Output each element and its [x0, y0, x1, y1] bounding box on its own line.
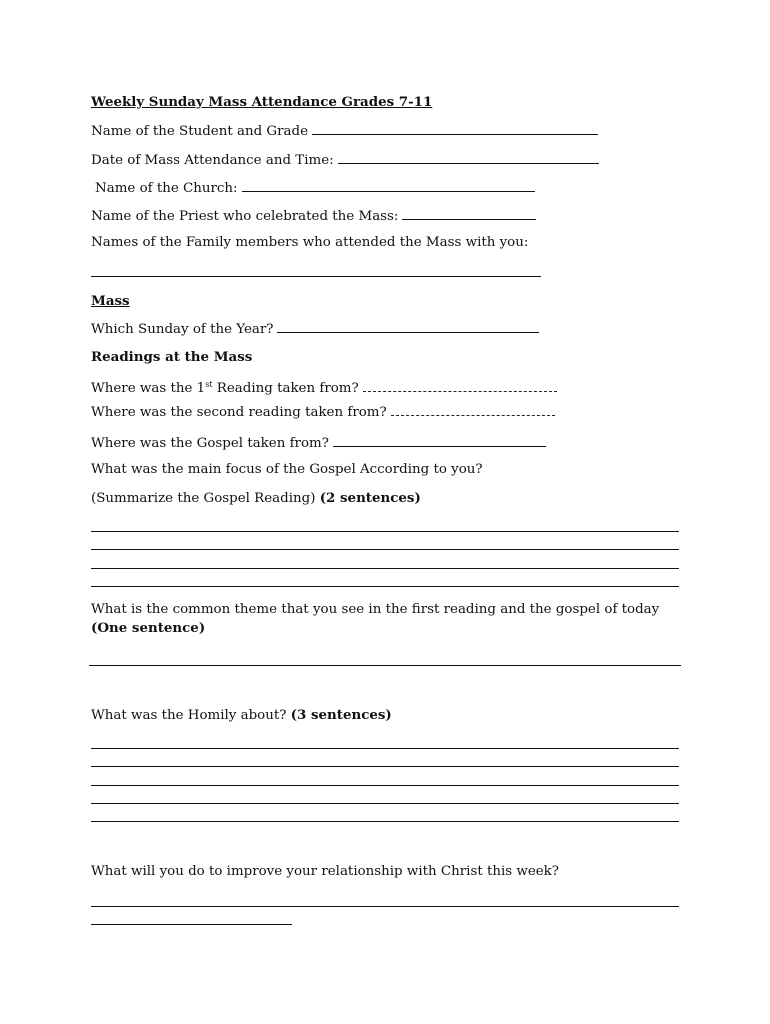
homily-answer-line[interactable]: [91, 821, 679, 822]
student-name-label: Name of the Student and Grade: [91, 124, 308, 139]
first-reading-field[interactable]: [363, 382, 557, 392]
gospel-focus-label: What was the main focus of the Gospel According to you?: [91, 462, 483, 477]
mass-heading: Mass: [91, 293, 130, 309]
family-members-field[interactable]: [91, 276, 541, 277]
homily-label: What was the Homily about?: [91, 708, 287, 723]
gospel-field[interactable]: [333, 434, 546, 447]
homily-row: [91, 707, 392, 724]
priest-name-row: [91, 207, 536, 225]
homily-note: (3 sentences): [290, 707, 392, 723]
priest-name-field[interactable]: [402, 207, 536, 220]
sunday-label: Which Sunday of the Year?: [91, 322, 274, 337]
theme-answer-line[interactable]: [89, 665, 681, 666]
readings-heading: Readings at the Mass: [91, 349, 253, 365]
first-reading-label-prefix: Where was the 1: [91, 381, 206, 396]
mass-date-field[interactable]: [338, 151, 599, 164]
homily-answer-line[interactable]: [91, 803, 679, 804]
sunday-row: [91, 320, 539, 338]
first-reading-label-suffix: Reading taken from?: [216, 381, 359, 396]
first-reading-ordinal: st: [205, 380, 213, 389]
theme-note: (One sentence): [91, 620, 206, 636]
student-name-field[interactable]: [312, 122, 598, 135]
priest-name-label: Name of the Priest who celebrated the Mass:: [91, 209, 399, 224]
church-name-label: Name of the Church:: [95, 181, 238, 196]
relationship-answer-line[interactable]: [91, 906, 679, 907]
summarize-label: (Summarize the Gospel Reading): [91, 491, 316, 506]
church-name-row: [95, 179, 535, 197]
student-name-row: [91, 122, 598, 140]
homily-answer-line[interactable]: [91, 766, 679, 767]
second-reading-label: Where was the second reading taken from?: [91, 405, 387, 420]
homily-answer-line[interactable]: [91, 748, 679, 749]
mass-date-label: Date of Mass Attendance and Time:: [91, 153, 334, 168]
church-name-field[interactable]: [242, 179, 535, 192]
gospel-row: [91, 434, 546, 452]
second-reading-row: [91, 405, 555, 421]
theme-label: What is the common theme that you see in the first reading and the gospel of today: [91, 602, 660, 617]
homily-answer-line[interactable]: [91, 785, 679, 786]
sunday-field[interactable]: [277, 320, 539, 333]
gospel-label: Where was the Gospel taken from?: [91, 436, 329, 451]
relationship-answer-line[interactable]: [91, 924, 292, 925]
summarize-note: (2 sentences): [319, 490, 421, 506]
mass-date-row: [91, 151, 599, 169]
form-title: Weekly Sunday Mass Attendance Grades 7-11: [91, 94, 433, 110]
gospel-summary-line[interactable]: [91, 549, 679, 550]
gospel-summary-line[interactable]: [91, 586, 679, 587]
summarize-row: [91, 490, 421, 507]
second-reading-field[interactable]: [391, 406, 555, 416]
gospel-summary-line[interactable]: [91, 531, 679, 532]
family-members-label: Names of the Family members who attended the Mass with you:: [91, 235, 529, 250]
relationship-label: What will you do to improve your relationship with Christ this week?: [91, 864, 559, 879]
gospel-summary-line[interactable]: [91, 568, 679, 569]
first-reading-row: [91, 377, 557, 397]
